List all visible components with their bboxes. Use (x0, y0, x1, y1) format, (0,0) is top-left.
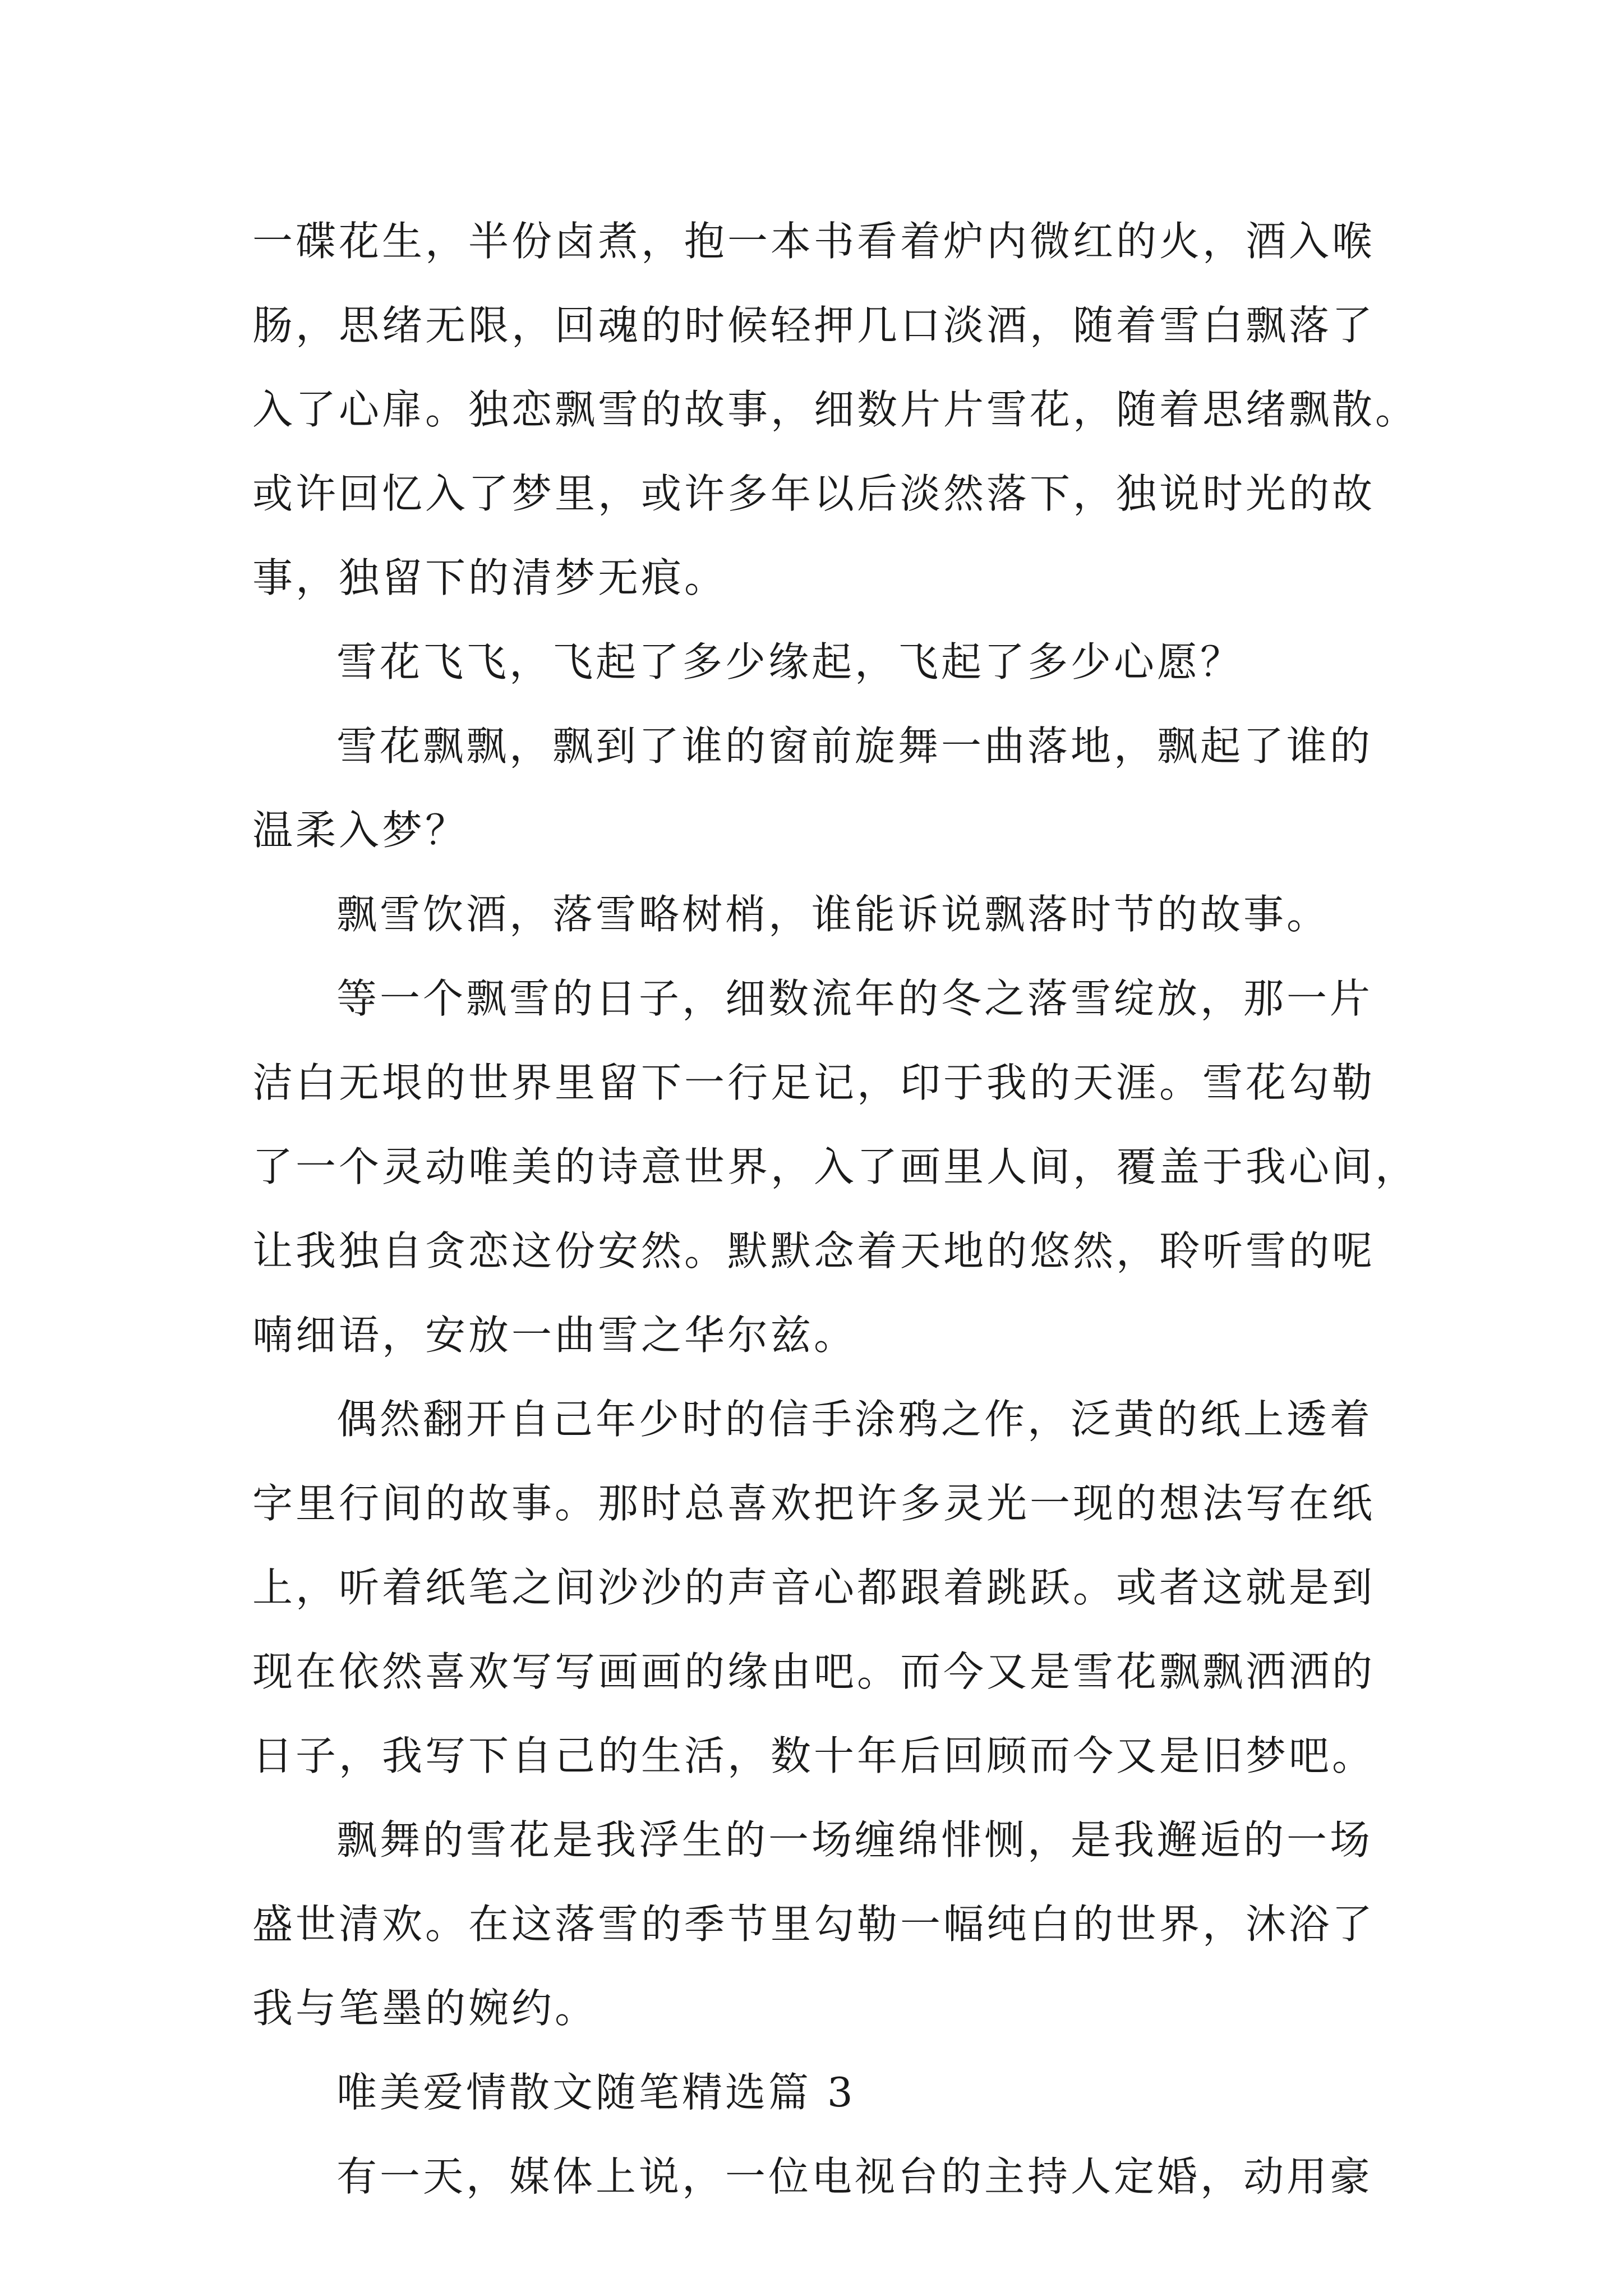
text-line: 盛世清欢。在这落雪的季节里勾勒一幅纯白的世界，沐浴了 (252, 1901, 1376, 1948)
paragraph-start-line: 飘雪饮酒，落雪略树梢，谁能诉说飘落时节的故事。 (336, 891, 1330, 938)
paragraph-start-line: 雪花飞飞，飞起了多少缘起，飞起了多少心愿？ (336, 638, 1244, 685)
body-text (252, 199, 1419, 2219)
text-line: 一碟花生，半份卤煮，抱一本书看着炉内微红的火，酒入喉 (252, 218, 1376, 265)
text-line: 事，独留下的清梦无痕。 (252, 554, 728, 601)
text-line: 上，听着纸笔之间沙沙的声音心都跟着跳跃。或者这就是到 (252, 1564, 1376, 1611)
text-line: 喃细语，安放一曲雪之华尔兹。 (252, 1312, 857, 1359)
text-line: 或许回忆入了梦里，或许多年以后淡然落下，独说时光的故 (252, 470, 1376, 517)
text-line: 让我独自贪恋这份安然。默默念着天地的悠然，聆听雪的呢 (252, 1227, 1376, 1274)
text-line: 入了心扉。独恋飘雪的故事，细数片片雪花，随着思绪飘散。 (252, 386, 1419, 433)
text-line: 肠，思绪无限，回魂的时候轻押几口淡酒，随着雪白飘落了 (252, 302, 1376, 349)
paragraph-start-line: 等一个飘雪的日子，细数流年的冬之落雪绽放，那一片 (336, 975, 1373, 1022)
paragraph-start-line: 飘舞的雪花是我浮生的一场缠绵悱恻，是我邂逅的一场 (336, 1816, 1373, 1864)
text-line: 现在依然喜欢写写画画的缘由吧。而今又是雪花飘飘洒洒的 (252, 1648, 1376, 1695)
paragraph-start-line: 偶然翻开自己年少时的信手涂鸦之作，泛黄的纸上透着 (336, 1396, 1373, 1443)
text-line: 了一个灵动唯美的诗意世界，入了画里人间，覆盖于我心间， (252, 1143, 1419, 1190)
text-line: 洁白无垠的世界里留下一行足记，印于我的天涯。雪花勾勒 (252, 1059, 1376, 1106)
text-line: 温柔入梦？ (252, 807, 469, 854)
paragraph-start-line: 有一天，媒体上说，一位电视台的主持人定婚，动用豪 (336, 2153, 1373, 2200)
text-line: 我与笔墨的婉约。 (252, 1985, 598, 2032)
text-line: 字里行间的故事。那时总喜欢把许多灵光一现的想法写在纸 (252, 1480, 1376, 1527)
paragraph-start-line: 雪花飘飘，飘到了谁的窗前旋舞一曲落地，飘起了谁的 (336, 723, 1373, 770)
text-line: 日子，我写下自己的生活，数十年后回顾而今又是旧梦吧。 (252, 1732, 1376, 1779)
section-heading: 唯美爱情散文随笔精选篇 3 (336, 2069, 856, 2116)
